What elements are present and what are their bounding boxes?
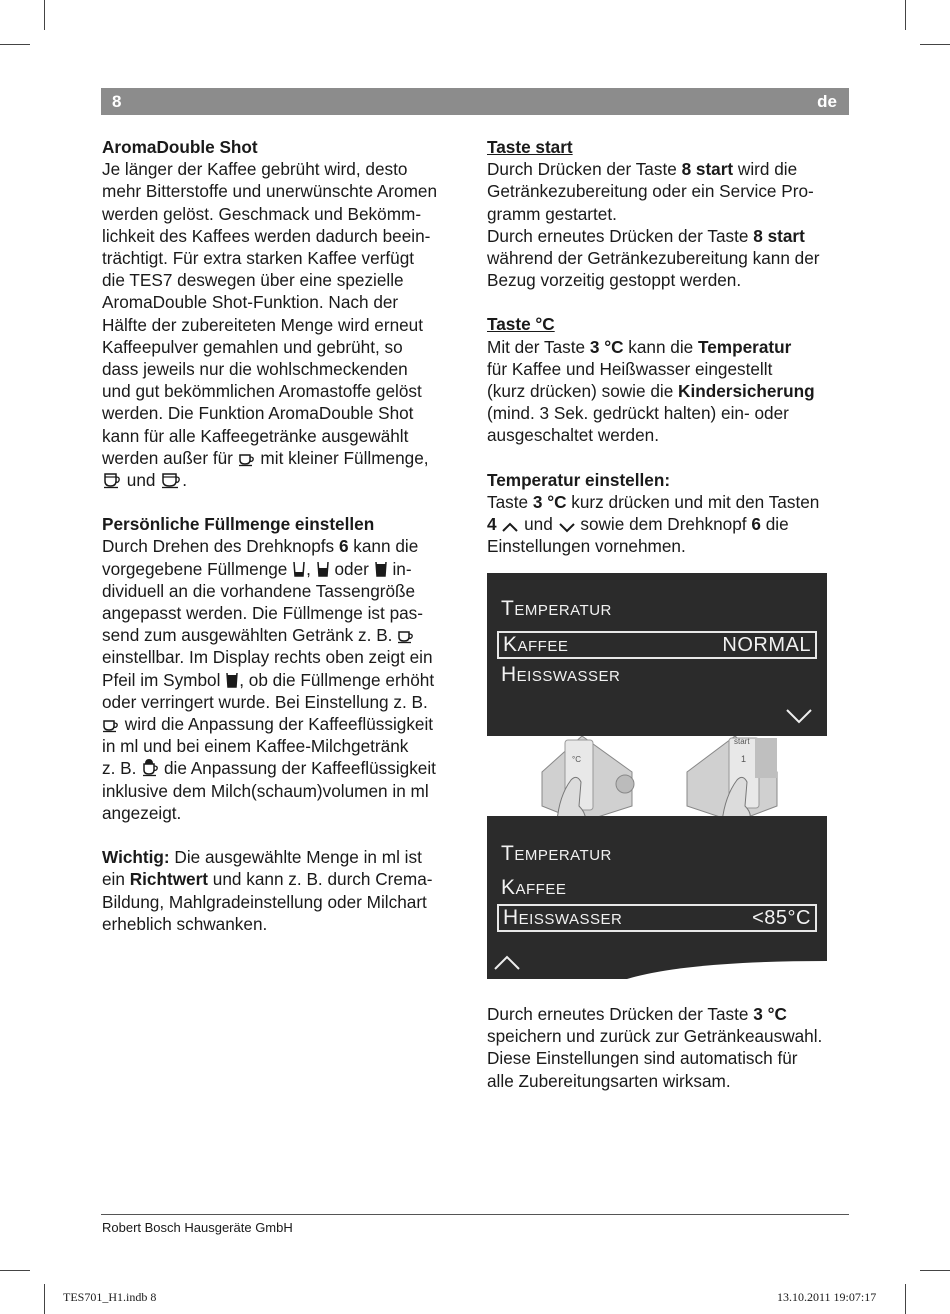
important-note <box>102 846 470 935</box>
spacer <box>102 824 470 846</box>
text-line: dass jeweils nur die wohlschmeckenden <box>102 359 408 380</box>
text-run: 3 °C <box>753 1004 787 1024</box>
key-label-celsius: °C <box>572 755 581 764</box>
display-row <box>497 874 817 902</box>
text-run: Durch Drücken der Taste <box>487 159 682 180</box>
text-line: (mind. 3 Sek. gedrückt halten) ein- oder <box>487 403 789 424</box>
text-line: angezeigt. <box>102 802 182 823</box>
text-run: oder <box>329 558 374 579</box>
double-cup-icon <box>160 472 182 489</box>
key-press-illustration <box>487 736 827 822</box>
knob-number: 6 <box>338 536 349 557</box>
text-run: Richtwert <box>129 869 209 890</box>
text-line: trächtigt. Für extra starken Kaffee verfügt <box>102 248 415 269</box>
print-slug-right: 13.10.2011 19:07:17 <box>777 1290 877 1304</box>
text-line <box>102 713 470 735</box>
language-code: de <box>817 91 837 111</box>
text-line: werden gelöst. Geschmack und Bekömm- <box>102 203 422 224</box>
display-selected-row <box>497 631 817 659</box>
small-cup-icon <box>238 452 256 467</box>
page-header-bar <box>101 88 849 115</box>
text-line: dividuell an die vorhandene Tassengröße <box>102 580 416 601</box>
text-line <box>102 868 470 890</box>
text-run: send zum ausgewählten Getränk z. B. <box>102 625 398 646</box>
small-cup-icon <box>397 629 415 644</box>
crop-mark <box>905 0 906 30</box>
page-number: 8 <box>112 91 122 111</box>
text-line: einstellbar. Im Display rechts oben zeigt ein <box>102 647 433 668</box>
text-line <box>487 380 851 402</box>
text-line: während der Getränkezubereitung kann der <box>487 248 820 269</box>
crop-mark <box>920 1270 950 1271</box>
text-run: und <box>519 514 558 535</box>
text-line <box>487 336 851 358</box>
spacer <box>487 291 851 313</box>
text-line: Kaffeepulver gemahlen und gebrüht, so <box>102 336 403 357</box>
display-text: Temperatur <box>501 597 612 620</box>
double-cup-icon <box>102 472 122 489</box>
glass-medium-icon <box>316 561 330 578</box>
text-run: wird die <box>733 159 798 180</box>
text-run: , ob die Füllmenge erhöht <box>239 669 435 690</box>
text-run: 4 <box>487 514 497 535</box>
display-selected-row <box>497 904 817 932</box>
right-column <box>487 136 851 557</box>
text-run: in- <box>387 558 412 579</box>
display-text: Kaffee <box>503 633 569 656</box>
display-row <box>497 661 817 689</box>
display-screen-heisswasser <box>487 816 827 979</box>
text-run: 8 start <box>753 225 805 246</box>
text-line: AromaDouble Shot-Funktion. Nach der <box>102 292 399 313</box>
fill-amount-section <box>102 513 470 824</box>
text-line: speichern und zurück zur Getränkeauswahl. <box>487 1026 823 1047</box>
section-heading: AromaDouble Shot <box>102 137 258 157</box>
text-run: kurz drücken und mit den Tasten <box>566 491 820 512</box>
text-run: , <box>306 558 316 579</box>
text-line: angepasst werden. Die Füllmenge ist pas- <box>102 603 423 624</box>
footer-company: Robert Bosch Hausgeräte GmbH <box>102 1220 293 1235</box>
glass-large-icon <box>225 672 239 689</box>
text-line: lichkeit des Kaffees werden dadurch beein- <box>102 225 431 246</box>
text-run: Temperatur <box>698 336 792 357</box>
text-run: 6 <box>751 514 761 535</box>
text-line: Je länger der Kaffee gebrüht wird, desto <box>102 159 408 180</box>
text-line: Einstellungen vornehmen. <box>487 536 686 557</box>
text-run: wird die Anpassung der Kaffeeflüssigkeit <box>120 714 434 735</box>
glass-large-icon <box>374 561 388 578</box>
text-line <box>102 846 470 868</box>
text-line <box>102 669 470 691</box>
crop-mark <box>0 44 30 45</box>
text-line: erheblich schwanken. <box>102 913 268 934</box>
key-label-number: 1 <box>741 754 747 764</box>
text-line <box>487 158 851 180</box>
footer-rule <box>101 1214 849 1215</box>
temperature-setting-section <box>487 469 851 558</box>
glass-small-icon <box>292 561 306 578</box>
text-run: Kindersicherung <box>678 381 815 402</box>
display-text: Temperatur <box>501 842 612 865</box>
text-line <box>102 469 470 491</box>
crop-mark <box>44 0 45 30</box>
section-heading: Taste °C <box>487 314 555 335</box>
text-line: inklusive dem Milch(schaum)volumen in ml <box>102 780 429 801</box>
text-line: mehr Bitterstoffe und unerwünschte Aromen <box>102 181 438 202</box>
aroma-double-shot-section <box>102 136 470 491</box>
crop-mark <box>920 44 950 45</box>
text-line: kann für alle Kaffeegetränke ausgewählt <box>102 425 409 446</box>
text-line: gramm gestartet. <box>487 203 617 224</box>
text-run: kann die <box>348 536 419 557</box>
text-line <box>102 624 470 646</box>
temperature-key-section <box>487 313 851 446</box>
text-run: ein <box>102 869 130 890</box>
text-line: und gut bekömmlichen Aromastoffe gelöst <box>102 381 422 402</box>
text-line <box>102 558 470 580</box>
chevron-down-icon <box>785 707 813 725</box>
start-key-section <box>487 136 851 291</box>
text-run: (kurz drücken) sowie die <box>487 381 679 402</box>
text-line <box>102 757 470 779</box>
text-run: und <box>122 470 161 491</box>
text-run: z. B. <box>102 758 142 779</box>
crop-mark <box>0 1270 30 1271</box>
display-value: NORMAL <box>722 633 811 656</box>
text-line: die TES7 deswegen über eine spezielle <box>102 270 404 291</box>
text-line <box>102 535 470 557</box>
text-run: werden außer für <box>102 447 238 468</box>
text-line: ausgeschaltet werden. <box>487 425 659 446</box>
chevron-down-icon <box>558 521 576 533</box>
left-column <box>102 136 470 935</box>
text-line <box>102 447 470 469</box>
text-line: werden. Die Funktion AromaDouble Shot <box>102 403 414 424</box>
text-line: Hälfte der zubereiteten Menge wird erneut <box>102 314 424 335</box>
display-title <box>497 840 817 868</box>
milk-cup-icon <box>141 758 159 777</box>
display-text: Heisswasser <box>501 663 621 686</box>
text-run: Pfeil im Symbol <box>102 669 226 690</box>
section-heading: Taste start <box>487 137 573 157</box>
display-value: <85°C <box>752 906 811 929</box>
text-run: 3 °C <box>589 336 624 357</box>
text-run: und kann z. B. durch Crema- <box>208 869 433 890</box>
text-run: vorgegebene Füllmenge <box>102 558 293 579</box>
text-run: die <box>760 514 789 535</box>
text-line: alle Zubereitungsarten wirksam. <box>487 1070 731 1091</box>
crop-mark <box>44 1284 45 1314</box>
text-run: Durch erneutes Drücken der Taste <box>487 1004 754 1024</box>
text-run: Durch erneutes Drücken der Taste <box>487 225 754 246</box>
text-line: Bezug vorzeitig gestoppt werden. <box>487 270 742 291</box>
text-run: Mit der Taste <box>487 336 590 357</box>
closing-paragraph <box>487 1003 851 1092</box>
chevron-up-icon <box>493 954 521 972</box>
text-run: kann die <box>623 336 699 357</box>
section-heading: Temperatur einstellen: <box>487 469 671 490</box>
key-label-start: start <box>734 737 750 746</box>
text-run: 8 start <box>681 159 734 180</box>
text-run: die Anpassung der Kaffeeflüssigkeit <box>159 758 436 779</box>
crop-mark <box>905 1284 906 1314</box>
display-text: Heisswasser <box>503 906 623 929</box>
text-line <box>487 225 851 247</box>
text-run: 3 °C <box>532 491 567 512</box>
display-cutout <box>627 961 827 979</box>
display-screen-kaffee <box>487 573 827 736</box>
important-label: Wichtig: <box>102 847 170 868</box>
text-run: Taste <box>487 491 533 512</box>
text-line: Bildung, Mahlgradeinstellung oder Milchart <box>102 891 427 912</box>
text-line: in ml und bei einem Kaffee-Milchgetränk <box>102 736 409 757</box>
text-run: Durch Drehen des Drehknopfs <box>102 536 339 557</box>
text-run: . <box>182 470 188 491</box>
print-slug-left: TES701_H1.indb 8 <box>63 1290 157 1304</box>
display-text: Kaffee <box>501 876 567 899</box>
display-title <box>497 595 817 623</box>
chevron-up-icon <box>501 521 519 533</box>
text-line: Getränkezubereitung oder ein Service Pro- <box>487 181 814 202</box>
text-run: mit kleiner Füllmenge, <box>255 447 429 468</box>
small-cup-icon <box>102 718 120 733</box>
text-line <box>487 1003 851 1025</box>
spacer <box>487 447 851 469</box>
text-line: oder verringert wurde. Bei Einstellung z. B. <box>102 691 428 712</box>
text-line <box>487 491 851 513</box>
spacer <box>102 491 470 513</box>
text-line <box>487 513 851 535</box>
text-run: Die ausgewählte Menge in ml ist <box>169 847 422 868</box>
text-line: für Kaffee und Heißwasser eingestellt <box>487 358 773 379</box>
text-run: sowie dem Drehknopf <box>575 514 752 535</box>
text-line: Diese Einstellungen sind automatisch für <box>487 1048 798 1069</box>
section-heading: Persönliche Füllmenge einstellen <box>102 514 375 535</box>
